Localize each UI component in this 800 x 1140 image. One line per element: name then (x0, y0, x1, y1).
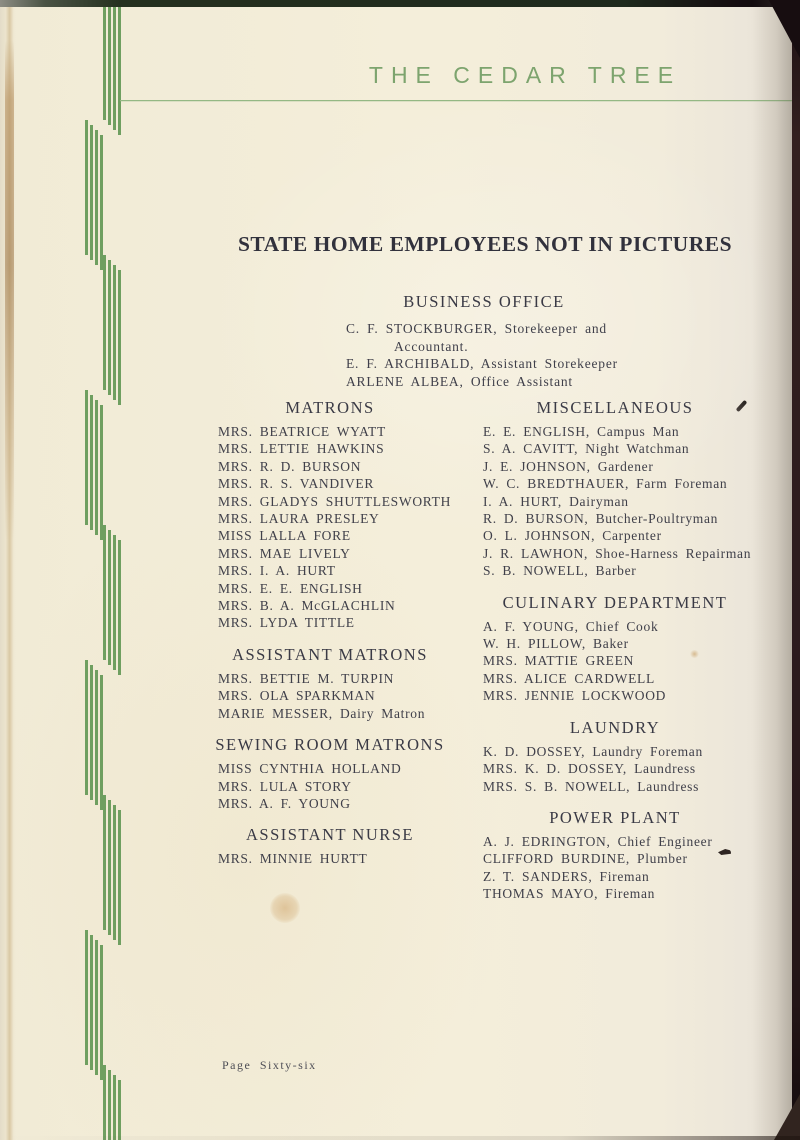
roster-entry: MRS. K. D. DOSSEY, Laundress (483, 761, 696, 777)
stripe (103, 525, 106, 660)
roster-entry: THOMAS MAYO, Fireman (483, 886, 656, 902)
roster-entry: MRS. JENNIE LOCKWOOD (483, 688, 667, 704)
stripe (95, 400, 98, 535)
roster-entry: A. F. YOUNG, Chief Cook (483, 618, 659, 634)
roster-entry: K. D. DOSSEY, Laundry Foreman (483, 743, 703, 759)
roster-entry: W. C. BREDTHAUER, Farm Foreman (483, 476, 728, 492)
stripe (90, 395, 93, 530)
roster-entry: MRS. LAURA PRESLEY (218, 511, 380, 527)
stripe (90, 125, 93, 260)
binding-streak (5, 40, 14, 540)
stripe (103, 795, 106, 930)
header-rule (120, 100, 797, 101)
business-office-entry: ARLENE ALBEA, Office Assistant (346, 373, 573, 389)
stripe (118, 540, 121, 675)
stripe (100, 135, 103, 270)
roster-entry: MRS. B. A. McGLACHLIN (218, 598, 396, 614)
paper-speck (690, 650, 699, 658)
stripe (113, 0, 116, 130)
roster-list (473, 618, 757, 705)
roster-entry: MRS. S. B. NOWELL, Laundress (483, 778, 700, 794)
roster-list (473, 423, 757, 580)
stripe (118, 1080, 121, 1140)
roster-entry: S. A. CAVITT, Night Watchman (483, 441, 690, 457)
page-number: Page Sixty-six (222, 1058, 317, 1072)
roster-entry: I. A. HURT, Dairyman (483, 493, 629, 509)
stripe (95, 670, 98, 805)
roster-entry: MRS. GLADYS SHUTTLESWORTH (218, 493, 452, 509)
stripe (118, 810, 121, 945)
roster-entry: R. D. BURSON, Butcher-Poultryman (483, 511, 719, 527)
stripe (113, 1075, 116, 1140)
business-office-entry: Accountant. (394, 338, 469, 354)
stripe (113, 265, 116, 400)
roster-entry: Z. T. SANDERS, Fireman (483, 868, 650, 884)
roster-entry: CLIFFORD BURDINE, Plumber (483, 851, 688, 867)
roster-entry: O. L. JOHNSON, Carpenter (483, 528, 662, 544)
stripe (108, 800, 111, 935)
section-heading: CULINARY DEPARTMENT (502, 592, 728, 612)
roster-entry: MISS CYNTHIA HOLLAND (218, 761, 402, 777)
roster-entry: MRS. MATTIE GREEN (483, 653, 635, 669)
paper-stain (270, 893, 300, 923)
stripe (103, 0, 106, 120)
section-heading: POWER PLANT (549, 807, 681, 827)
section-heading: MISCELLANEOUS (536, 398, 694, 417)
roster-entry: S. B. NOWELL, Barber (483, 563, 637, 579)
stripe (103, 1065, 106, 1140)
stripe (85, 660, 88, 795)
roster-entry: MRS. LYDA TITTLE (218, 615, 355, 631)
business-office-entries (300, 320, 668, 390)
roster-entry: E. E. ENGLISH, Campus Man (483, 424, 680, 439)
stripe (108, 530, 111, 665)
stripe (113, 535, 116, 670)
scan-top-edge (0, 0, 800, 7)
roster-entry: MRS. OLA SPARKMAN (218, 688, 376, 704)
roster-list (205, 850, 455, 867)
stripe (100, 675, 103, 810)
section-heading: SEWING ROOM MATRONS (215, 735, 445, 755)
roster-entry: MRS. LULA STORY (218, 778, 352, 794)
roster-entry: MRS. I. A. HURT (218, 563, 336, 579)
roster-entry: MRS. E. E. ENGLISH (218, 580, 363, 596)
page-title: STATE HOME EMPLOYEES NOT IN PICTURES (237, 232, 733, 256)
roster-entry: MRS. R. S. VANDIVER (218, 476, 375, 492)
section-heading: LAUNDRY (569, 717, 661, 737)
left-roster-column (205, 398, 455, 881)
stripe (113, 805, 116, 940)
stripe (85, 390, 88, 525)
roster-entry: J. E. JOHNSON, Gardener (483, 458, 654, 474)
scan-right-edge (792, 0, 800, 1140)
stripe (103, 255, 106, 390)
stripe (95, 130, 98, 265)
roster-section (205, 825, 455, 867)
roster-list (205, 423, 455, 632)
roster-section (205, 398, 455, 632)
scan-bottom-edge (0, 1136, 800, 1140)
roster-list (205, 670, 455, 722)
stripe (100, 945, 103, 1080)
roster-entry: MRS. ALICE CARDWELL (483, 670, 655, 686)
stripe (90, 935, 93, 1070)
roster-entry: MRS. BEATRICE WYATT (218, 424, 386, 439)
roster-entry: MARIE MESSER, Dairy Matron (218, 705, 426, 721)
stripe (108, 0, 111, 125)
roster-entry: MRS. MINNIE HURTT (218, 851, 368, 867)
roster-section (473, 398, 757, 580)
roster-list (473, 743, 757, 795)
roster-section (205, 645, 455, 722)
stripe (108, 260, 111, 395)
roster-section (473, 593, 757, 705)
section-heading: ASSISTANT MATRONS (232, 644, 428, 664)
right-roster-column (473, 398, 757, 916)
roster-entry: MRS. MAE LIVELY (218, 545, 351, 561)
roster-entry: MRS. R. D. BURSON (218, 458, 362, 474)
page-curl-shadow (752, 0, 792, 1140)
zigzag-stripe-border (0, 0, 140, 1140)
business-office-entry: E. F. ARCHIBALD, Assistant Storekeeper (346, 356, 618, 371)
section-business-office (300, 292, 668, 390)
roster-section (205, 735, 455, 812)
section-heading: ASSISTANT NURSE (245, 825, 415, 845)
stripe (85, 930, 88, 1065)
roster-entry: MRS. LETTIE HAWKINS (218, 441, 385, 457)
stripe (108, 1070, 111, 1140)
business-office-heading: BUSINESS OFFICE (403, 292, 565, 311)
business-office-entry: C. F. STOCKBURGER, Storekeeper and (346, 321, 607, 336)
stripe (95, 940, 98, 1075)
roster-list (473, 833, 757, 903)
roster-entry: W. H. PILLOW, Baker (483, 636, 629, 652)
roster-entry: MRS. BETTIE M. TURPIN (218, 670, 395, 686)
stripe (85, 120, 88, 255)
stripe (100, 405, 103, 540)
roster-entry: MRS. A. F. YOUNG (218, 795, 351, 811)
roster-entry: J. R. LAWHON, Shoe-Harness Repairman (483, 545, 752, 561)
roster-list (205, 760, 455, 812)
section-heading: MATRONS (285, 398, 375, 417)
roster-entry: A. J. EDRINGTON, Chief Engineer (483, 833, 713, 849)
roster-entry: MISS LALLA FORE (218, 528, 351, 544)
stripe (118, 0, 121, 135)
roster-section (473, 718, 757, 795)
stripe (118, 270, 121, 405)
roster-section (473, 808, 757, 903)
running-header: THE CEDAR TREE (368, 62, 682, 88)
stripe (90, 665, 93, 800)
